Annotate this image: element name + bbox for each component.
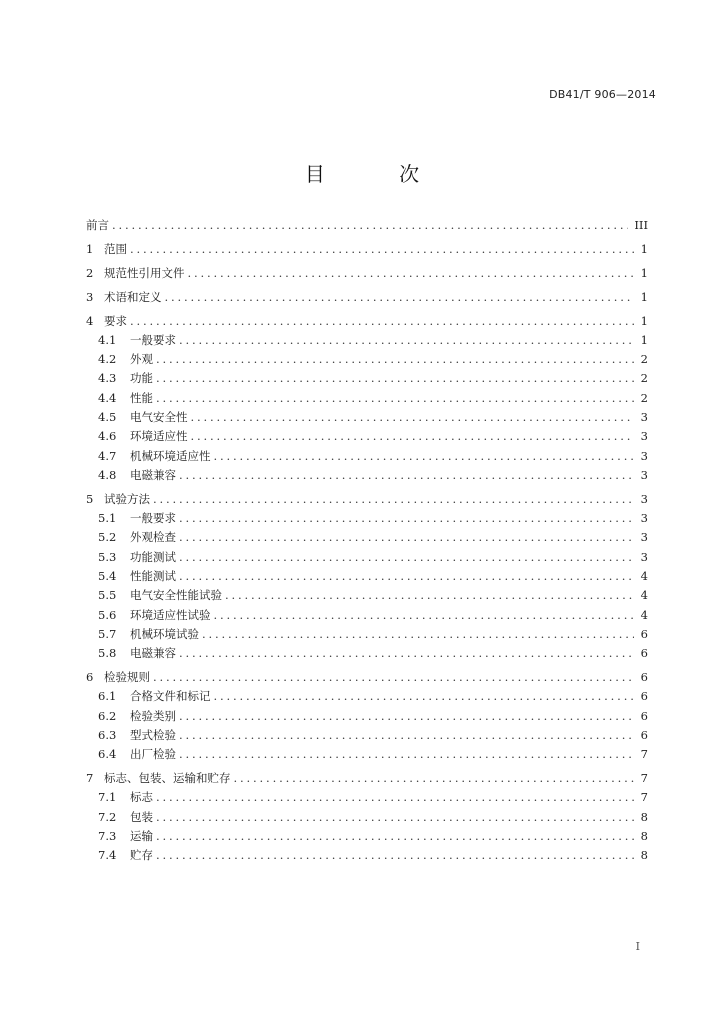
toc-entry-label: 一般要求 [130, 332, 176, 347]
toc-entry-number: 5.1 [98, 511, 117, 526]
toc-entry-page: 1 [640, 313, 648, 328]
toc-entry[interactable] [86, 788, 648, 807]
toc-entry[interactable] [86, 846, 648, 865]
toc-entry-number: 3 [86, 289, 94, 304]
toc-dot-leader [225, 586, 634, 605]
toc-entry-label: 性能 [130, 390, 153, 405]
toc-entry-label: 检验规则 [104, 670, 150, 685]
toc-entry-page: 7 [640, 790, 648, 805]
toc-entry-page: 3 [640, 467, 648, 482]
toc-dot-leader [179, 707, 634, 726]
toc-entry-page: 2 [640, 352, 648, 367]
toc-entry[interactable] [86, 509, 648, 528]
toc-entry-label: 前言 [86, 218, 109, 232]
toc-entry[interactable] [86, 567, 648, 586]
toc-entry-page: 6 [640, 670, 648, 685]
toc-dot-leader [153, 668, 634, 687]
toc-entry-label: 贮存 [130, 848, 153, 863]
toc-entry-label: 外观 [130, 352, 153, 367]
toc-entry-label: 功能 [130, 371, 153, 386]
toc-dot-leader [179, 548, 634, 567]
toc-entry-number: 4.7 [98, 448, 117, 463]
toc-entry-page: 1 [640, 241, 648, 256]
toc-entry-page: 6 [640, 689, 648, 704]
toc-entry[interactable] [86, 808, 648, 827]
toc-entry-number: 6.4 [98, 747, 117, 762]
toc-entry[interactable] [86, 827, 648, 846]
toc-entry-label: 范围 [104, 241, 127, 256]
toc-dot-leader [156, 788, 634, 807]
toc-dot-leader [191, 408, 635, 427]
toc-entry-number: 7.2 [98, 809, 117, 824]
toc-entry-label: 型式检验 [130, 727, 176, 742]
toc-entry-number: 6.3 [98, 727, 117, 742]
toc-entry-label: 电气安全性 [130, 410, 188, 425]
toc-entry-page: 3 [640, 429, 648, 444]
toc-entry-number: 7.1 [98, 790, 117, 805]
toc-entry-number: 6.1 [98, 689, 117, 704]
toc-dot-leader [130, 312, 634, 331]
toc-dot-leader [156, 827, 634, 846]
toc-entry[interactable] [86, 769, 648, 788]
toc-dot-leader [202, 625, 634, 644]
toc-dot-leader [214, 687, 635, 706]
toc-entry-number: 4.1 [98, 332, 117, 347]
toc-dot-leader [214, 447, 635, 466]
toc-entry-page: 8 [640, 809, 648, 824]
toc-entry-number: 5 [86, 491, 94, 506]
toc-entry[interactable] [86, 528, 648, 547]
toc-entry-number: 1 [86, 241, 94, 256]
toc-dot-leader [188, 264, 635, 283]
toc-entry-page: 4 [640, 588, 648, 603]
toc-entry-number: 4.5 [98, 410, 117, 425]
toc-dot-leader [179, 726, 634, 745]
toc-entry-number: 2 [86, 265, 94, 280]
toc-entry-label: 外观检查 [130, 530, 176, 545]
toc-entry-label: 标志 [130, 790, 153, 805]
toc-dot-leader [156, 369, 634, 388]
toc-entry[interactable] [86, 288, 648, 307]
toc-entry[interactable] [86, 389, 648, 408]
toc-entry-page: 2 [640, 371, 648, 386]
toc-dot-leader [165, 288, 635, 307]
toc-dot-leader [179, 509, 634, 528]
toc-entry-page: 1 [640, 289, 648, 304]
toc-dot-leader [156, 808, 634, 827]
toc-entry-number: 5.2 [98, 530, 117, 545]
toc-entry-label: 合格文件和标记 [130, 689, 211, 704]
toc-entry-number: 5.5 [98, 588, 117, 603]
toc-entry[interactable] [86, 369, 648, 388]
toc-entry[interactable] [86, 606, 648, 625]
toc-entry-number: 5.8 [98, 646, 117, 661]
toc-entry-number: 5.6 [98, 607, 117, 622]
toc-entry[interactable] [86, 264, 648, 283]
toc-entry-label: 一般要求 [130, 511, 176, 526]
toc-entry[interactable] [86, 350, 648, 369]
toc-dot-leader [179, 644, 634, 663]
toc-entry[interactable] [86, 408, 648, 427]
toc-entry-page: 3 [640, 530, 648, 545]
toc-entry-page: 3 [640, 410, 648, 425]
toc-entry-label: 电气安全性能试验 [130, 588, 222, 603]
toc-entry-label: 电磁兼容 [130, 646, 176, 661]
toc-entry[interactable] [86, 427, 648, 446]
toc-dot-leader [179, 466, 634, 485]
toc-entry-number: 7.3 [98, 829, 117, 844]
toc-entry-page: III [634, 218, 648, 232]
toc-entry-label: 要求 [104, 313, 127, 328]
toc-entry-label: 环境适应性 [130, 429, 188, 444]
toc-entry[interactable] [86, 331, 648, 350]
toc-entry-page: 7 [640, 747, 648, 762]
toc-entry-label: 出厂检验 [130, 747, 176, 762]
toc-entry[interactable] [86, 668, 648, 687]
toc-entry-page: 4 [640, 569, 648, 584]
table-of-contents [86, 216, 648, 866]
toc-entry-page: 2 [640, 390, 648, 405]
page-title: 目 次 [304, 162, 454, 186]
toc-entry-number: 5.7 [98, 626, 117, 641]
toc-entry-page: 3 [640, 549, 648, 564]
toc-entry-number: 4.3 [98, 371, 117, 386]
toc-entry-page: 3 [640, 448, 648, 463]
standard-code: DB41/T 906—2014 [549, 88, 656, 101]
toc-entry[interactable] [86, 644, 648, 663]
toc-entry-page: 8 [640, 848, 648, 863]
toc-entry[interactable] [86, 216, 648, 235]
toc-dot-leader [191, 427, 635, 446]
toc-entry-page: 1 [640, 265, 648, 280]
toc-entry-number: 4.8 [98, 467, 117, 482]
toc-entry-number: 6.2 [98, 708, 117, 723]
toc-entry[interactable] [86, 240, 648, 259]
toc-entry[interactable] [86, 586, 648, 605]
toc-dot-leader [156, 846, 634, 865]
toc-entry-number: 5.3 [98, 549, 117, 564]
toc-entry[interactable] [86, 625, 648, 644]
toc-dot-leader [112, 216, 628, 235]
toc-entry[interactable] [86, 447, 648, 466]
toc-entry-label: 检验类别 [130, 708, 176, 723]
toc-entry[interactable] [86, 312, 648, 331]
toc-dot-leader [156, 389, 634, 408]
toc-dot-leader [214, 606, 635, 625]
page-number: I [635, 940, 640, 953]
toc-dot-leader [130, 240, 634, 259]
toc-entry-number: 4.6 [98, 429, 117, 444]
toc-entry-number: 6 [86, 670, 94, 685]
toc-entry-label: 电磁兼容 [130, 467, 176, 482]
toc-entry-label: 标志、包装、运输和贮存 [104, 771, 231, 786]
toc-entry-label: 环境适应性试验 [130, 607, 211, 622]
toc-entry-label: 性能测试 [130, 569, 176, 584]
toc-entry-number: 7 [86, 771, 94, 786]
toc-entry[interactable] [86, 687, 648, 706]
toc-entry[interactable] [86, 548, 648, 567]
toc-entry-page: 8 [640, 829, 648, 844]
toc-dot-leader [179, 528, 634, 547]
toc-entry-label: 包装 [130, 809, 153, 824]
toc-entry[interactable] [86, 466, 648, 485]
toc-entry[interactable] [86, 726, 648, 745]
toc-entry-page: 6 [640, 626, 648, 641]
toc-entry-page: 3 [640, 511, 648, 526]
toc-dot-leader [153, 490, 634, 509]
toc-entry-number: 5.4 [98, 569, 117, 584]
toc-entry-number: 7.4 [98, 848, 117, 863]
toc-entry-page: 4 [640, 607, 648, 622]
toc-dot-leader [179, 567, 634, 586]
toc-entry[interactable] [86, 490, 648, 509]
toc-entry[interactable] [86, 707, 648, 726]
toc-entry-label: 术语和定义 [104, 289, 162, 304]
toc-entry-page: 6 [640, 646, 648, 661]
toc-entry-label: 功能测试 [130, 549, 176, 564]
toc-dot-leader [156, 350, 634, 369]
toc-entry-page: 1 [640, 332, 648, 347]
toc-dot-leader [179, 331, 634, 350]
toc-entry-page: 7 [640, 771, 648, 786]
toc-entry-label: 运输 [130, 829, 153, 844]
toc-dot-leader [234, 769, 635, 788]
toc-entry-number: 4 [86, 313, 94, 328]
toc-entry-number: 4.2 [98, 352, 117, 367]
toc-dot-leader [179, 745, 634, 764]
toc-entry-page: 6 [640, 708, 648, 723]
toc-entry-number: 4.4 [98, 390, 117, 405]
toc-entry[interactable] [86, 745, 648, 764]
toc-entry-label: 试验方法 [104, 491, 150, 506]
toc-entry-label: 规范性引用文件 [104, 265, 185, 280]
toc-entry-page: 3 [640, 491, 648, 506]
toc-entry-label: 机械环境适应性 [130, 448, 211, 463]
toc-entry-page: 6 [640, 727, 648, 742]
toc-entry-label: 机械环境试验 [130, 626, 199, 641]
